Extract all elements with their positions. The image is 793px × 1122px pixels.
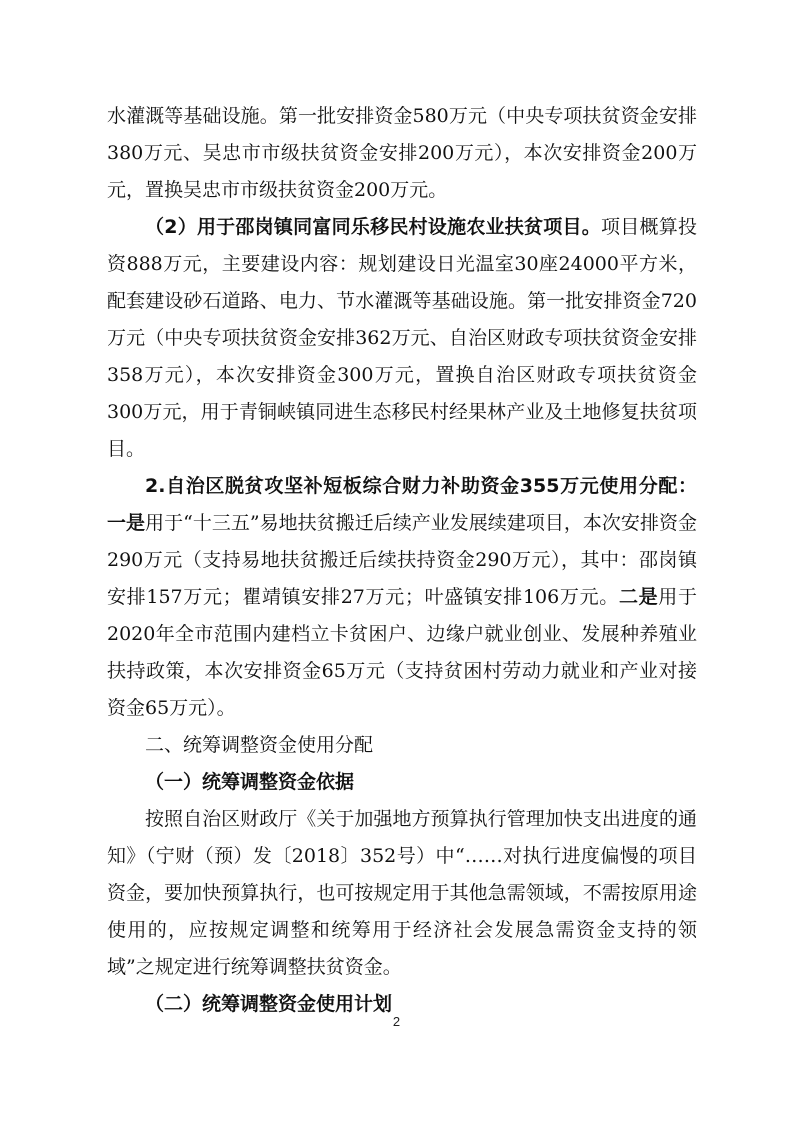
paragraph-fund-allocation	[107, 468, 697, 727]
paragraph-continuation	[107, 98, 697, 209]
paragraph-text: 按照自治区财政厅《关于加强地方预算执行管理加快支出进度的通知》（宁财（预）发〔2018〕352号）中“……对执行进度偏慢的项目资金，要加快预算执行，也可按规定用于其他急需领域，不需按原用途使用的，应按规定调整和统筹用于经济社会发展急需资金支持的领域”之规定进行统筹调整扶贫资金。	[107, 808, 697, 978]
paragraph-text: 水灌溉等基础设施。第一批安排资金580万元（中央专项扶贫资金安排380万元、吴忠市市级扶贫资金安排200万元），本次安排资金200万元，置换吴忠市市级扶贫资金200万元。	[107, 105, 697, 201]
paragraph-bold-first: 一是	[107, 512, 146, 534]
paragraph-bold-second: 二是	[618, 586, 659, 608]
paragraph-project-2	[107, 209, 697, 468]
paragraph-basis	[107, 801, 697, 986]
subsection-heading-plan: （二）统筹调整资金使用计划	[145, 993, 393, 1015]
paragraph-text: 用于“十三五”易地扶贫搬迁后续产业发展续建项目，本次安排资金290万元（支持易地扶贫搬迁后续扶持资金290万元），其中：邵岗镇安排157万元；瞿靖镇安排27万元；叶盛镇安排106万元。	[107, 512, 697, 608]
paragraph-bold-lead: （2）用于邵岗镇同富同乐移民村设施农业扶贫项目。	[145, 216, 602, 238]
section-heading-2: 二、统筹调整资金使用分配	[145, 734, 374, 756]
paragraph-text: 项目概算投资888万元，主要建设内容：规划建设日光温室30座24000平方米，配套建设砂石道路、电力、节水灌溉等基础设施。第一批安排资金720万元（中央专项扶贫资金安排362万元、自治区财政专项扶贫资金安排358万元），本次安排资金300万元，置换自治区财政专项扶贫资金300万元，用于青铜峡镇同进生态移民村经果林产业及土地修复扶贫项目。	[107, 216, 697, 460]
document-body	[107, 98, 697, 1023]
subsection-heading-basis: （一）统筹调整资金依据	[145, 771, 355, 793]
page-number: 2	[392, 1014, 401, 1029]
paragraph-text-2: 用于2020年全市范围内建档立卡贫困户、边缘户就业创业、发展种养殖业扶持政策，本次安排资金65万元（支持贫困村劳动力就业和产业对接资金65万元）。	[107, 586, 697, 719]
paragraph-bold-lead: 2.自治区脱贫攻坚补短板综合财力补助资金355万元使用分配：	[145, 475, 697, 497]
